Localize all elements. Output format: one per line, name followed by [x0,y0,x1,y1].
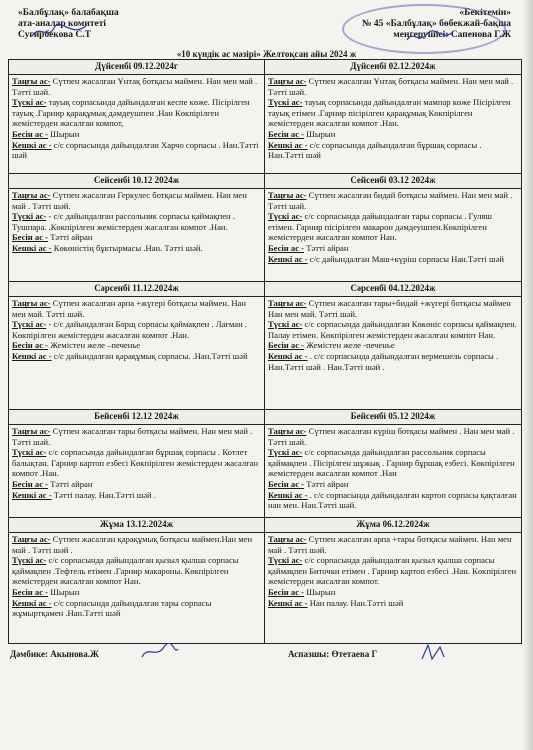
meal-row [9,297,522,410]
lunch-entry [268,555,518,587]
signature-right-icon [405,28,455,46]
snack-text: Шырын [306,128,336,139]
dinner-label: Кешкі ас - [12,350,52,361]
day-header: Сейсенбі 10.12 2024ж [9,174,265,189]
lunch-label: Түскі ас- [268,97,303,108]
lunch-label: Түскі ас- [268,555,303,566]
lunch-label: Түскі ас- [12,319,47,330]
meal-row [9,75,522,174]
dinner-entry [268,598,518,609]
snack-entry [268,479,518,490]
snack-label: Бесін ас - [12,340,49,351]
lunch-label: Түскі ас- [268,211,303,222]
snack-text: Тәтті айран [306,242,349,253]
lunch-entry [268,447,518,479]
day-header-row [9,518,522,533]
snack-text: Шырын [50,128,80,139]
lunch-label: Түскі ас- [268,447,303,458]
lunch-label: Түскі ас- [12,97,47,108]
day-header: Дүйсенбі 09.12.2024г [9,60,265,75]
snack-entry [12,479,261,490]
approval-word: «Бекітемін» [459,8,511,18]
parents-committee-name: Сугирбекова С.Т [18,30,91,40]
dinner-text: с/с дайындалған қарақұмық сорпасы. .Нан.Тәтті шәй [53,350,248,361]
lunch-label: Түскі ас- [12,211,47,222]
parents-committee-line2: ата-аналар комитеті [18,19,107,29]
lunch-text: тауық сорпасында дайындалған мампар көже Пісірілген тауық етімен .Гарнир пісірілген қарақұмық Көкпірілген жемістерден жасалған компот .Нан. [268,97,511,129]
dinner-entry [268,490,518,511]
dinner-text: Тәтті палау. Нан.Тәтті шәй . [53,489,156,500]
dinner-label: Кешкі ас - [12,489,52,500]
meal-cell [265,297,522,410]
breakfast-text: Сүтпен жасалған тары+бидай +жүгері ботқасы маймен Нан мен май. Тәтті шәй. [268,298,511,319]
day-header-row [9,174,522,189]
day-header-row [9,60,522,75]
snack-entry [268,243,518,254]
snack-entry [268,129,518,140]
dinner-text: . с/с сорпасында дайындалған вермешель сорпасы . Нан.Тәтті шәй . Нан.Тәтті шәй . [268,350,499,372]
dinner-label: Кешкі ас - [12,242,52,253]
lunch-label: Түскі ас- [12,447,47,458]
lunch-entry [12,447,261,479]
snack-label: Бесін ас - [268,128,305,139]
breakfast-text: Сүтпен жасалған арпа +жүгері ботқасы маймен. Нан мен май. Тәтті шәй. [12,298,246,319]
snack-text: Тәтті айран [50,478,93,489]
lunch-text: с/с сорпасында дайындалған рассольник сорпасы қаймақпен . Пісірілген шұжық . Гарнир бұршақ езбесі. Көкпірілген жемістерден жасалған компот .Нан [268,447,515,479]
meal-row [9,425,522,518]
dinner-label: Кешкі ас - [268,139,308,150]
meal-cell [265,425,522,518]
lunch-entry [268,211,518,243]
menu-table [8,59,522,644]
meal-cell [9,533,265,644]
snack-entry [12,129,261,140]
breakfast-text: Сүтпен жасалған Ұнтақ ботқасы маймен. Нан мен май . Тәтті шәй. [12,76,258,97]
dinner-entry [268,254,518,265]
breakfast-entry [268,426,518,447]
snack-text: Тәтті айран [50,232,93,243]
dinner-entry [268,140,518,161]
snack-label: Бесін ас - [12,478,49,489]
meal-cell [9,189,265,282]
dinner-label: Кешкі ас - [268,253,308,264]
snack-text: Жемістен желе -печенье [306,340,395,351]
breakfast-entry [268,76,518,97]
kindergarten-name: № 45 «Балбұлақ» бөбекжай-бақша [361,19,511,29]
snack-label: Бесін ас - [12,128,49,139]
dinner-text: Көкөністің бұктырмасы .Нан. Тәтті шәй. [53,242,203,253]
day-header: Бейсенбі 05.12 2024ж [265,410,522,425]
breakfast-label: Таңғы ас- [12,298,51,308]
meal-cell [265,75,522,174]
day-header: Жұма 13.12.2024ж [9,518,265,533]
page-edge-shadow [523,0,533,750]
snack-label: Бесін ас - [12,232,49,243]
lunch-text: с/с сорпасында дайындалған қызыл қылша сорпасы қаймақпен .Тефтель етімен .Гарнир макароны. Көкпірілген жемістерден жасалған компот Нан. [12,555,239,587]
day-header: Сәрсенбі 11.12.2024ж [9,282,265,297]
day-header-row [9,410,522,425]
dietitian-signature-label: Дәмбике: Акынова.Ж [10,649,99,659]
snack-label: Бесін ас - [268,340,305,351]
meal-row [9,533,522,644]
snack-text: Шырын [306,586,336,597]
lunch-text: с/с сорпасында дайындалған қызыл қылша сорпасы қаймақпен Биточки етімен . Гарнир картоп езбесі .Нан. Көкпірілген жемістерден жасалған компот. [268,555,517,587]
breakfast-entry [12,426,261,447]
snack-label: Бесін ас - [268,586,305,597]
meal-cell [9,75,265,174]
dinner-text: с/с сорпасында дайындалған тары сорпасы жұмыртқамен .Нан.Тәтті шәй [12,597,212,619]
lunch-entry [12,211,261,232]
breakfast-label: Таңғы ас- [12,76,51,86]
dinner-label: Кешкі ас - [12,139,52,150]
breakfast-text: Сүтпен жасалған бидай ботқасы маймен. Нан мен май . Тәтті шәй. [268,190,513,211]
day-header-row [9,282,522,297]
snack-label: Бесін ас - [268,478,305,489]
dinner-text: Нан палау. Нан.Тәтті шәй [309,597,404,608]
breakfast-entry [268,534,518,555]
breakfast-text: Сүтпен жасалған арпа +тары ботқасы маймен. Нан мен май . Тәтті шәй. [268,534,512,555]
day-header: Бейсенбі 12.12 2024ж [9,410,265,425]
breakfast-entry [268,190,518,211]
breakfast-text: Сүтпен жасалған күріш ботқасы маймен . Нан мен май . Тәтті шәй. [268,426,515,447]
day-header: Дүйсенбі 02.12.2024ж [265,60,522,75]
snack-entry [12,340,261,351]
dinner-label: Кешкі ас - [268,350,308,361]
cook-signature-label: Аспазшы: Өтетаева Г [288,649,378,659]
breakfast-label: Таңғы ас- [268,426,307,436]
lunch-text: с/с сорпасында дайындалған бұршақ сорпасы . Котлет балықтан. Гарнир картоп езбесі Көкпірілген жемістерден жасалған компот .Нан. [12,447,259,479]
dinner-entry [12,243,261,254]
lunch-text: - с/с дайындалған рассольник сорпасы қаймақпен . Тушпара. .Көкпірілген жемістерден жасалған компот .Нан. [12,211,235,232]
breakfast-entry [12,298,261,319]
breakfast-entry [12,76,261,97]
lunch-text: - с/с дайындалған Борщ сорпасы қаймақпен . Лағман . Көкпірілген жемістерден жасалған компот .Нан. [12,319,247,340]
dinner-text: с/с дайындалған Маш+күріш сорпасы Нан.Тәтті шәй [309,253,505,264]
breakfast-label: Таңғы ас- [12,534,51,544]
dinner-label: Кешкі ас - [12,597,52,608]
dinner-label: Кешкі ас - [268,489,308,500]
breakfast-text: Сүтпен жасалған қарақұмық ботқасы маймен.Нан мен май . Тәтті шәй . [12,534,253,555]
day-header: Жұма 06.12.2024ж [265,518,522,533]
signature-cook-icon [418,643,448,663]
snack-text: Тәтті айран [306,478,349,489]
lunch-entry [12,319,261,340]
head-manager: меңгерушісі: Сапенова Г.Ж [393,30,511,40]
snack-text: Жемістен желе –печенье [50,340,141,351]
lunch-entry [268,319,518,340]
menu-title: «10 күндік ас мәзірі» Желтоқсан айы 2024 ж [176,49,357,59]
dinner-entry [12,490,261,501]
signature-left-icon [30,20,90,42]
meal-cell [265,533,522,644]
breakfast-entry [12,190,261,211]
breakfast-label: Таңғы ас- [268,190,307,200]
lunch-entry [12,555,261,587]
meal-cell [9,297,265,410]
dinner-text: . с/с сорпасында дайындалған картоп сорпасы қақталған нан мен. Нан.Тәтті шәй. [268,489,517,511]
dinner-entry [12,598,261,619]
parents-committee-line1: «Балбұлақ» балабақша [18,8,119,18]
day-header: Сейсенбі 03.12 2024ж [265,174,522,189]
lunch-entry [268,97,518,129]
snack-entry [12,587,261,598]
lunch-label: Түскі ас- [12,555,47,566]
snack-entry [268,587,518,598]
lunch-text: с/с сорпасында дайындалған Көкөніс сорпасы қаймақпен. Палау етімен. Көкпірілген жемістерден жасалған компот Нан. [268,319,517,340]
breakfast-label: Таңғы ас- [12,190,51,200]
dinner-label: Кешкі ас - [268,597,308,608]
breakfast-text: Сүтпен жасалған Ұнтақ ботқасы маймен. Нан мен май . Тәтті шәй. [268,76,514,97]
snack-label: Бесін ас - [12,586,49,597]
dinner-entry [12,140,261,161]
meal-cell [9,425,265,518]
snack-text: Шырын [50,586,80,597]
meal-row [9,189,522,282]
lunch-entry [12,97,261,129]
breakfast-text: Сүтпен жасалған тары ботқасы маймен. Нан мен май . Тәтті шәй. [12,426,253,447]
signature-dietitian-icon [140,643,180,661]
breakfast-label: Таңғы ас- [268,534,307,544]
dinner-entry [268,351,518,372]
dinner-entry [12,351,261,362]
lunch-label: Түскі ас- [268,319,303,330]
meal-cell [265,189,522,282]
breakfast-label: Таңғы ас- [12,426,51,436]
breakfast-label: Таңғы ас- [268,76,307,86]
breakfast-text: Сүтпен жасалған Геркулес ботқасы маймен. Нан мен май . Тәтті шәй. [12,190,247,211]
snack-entry [12,232,261,243]
lunch-text: тауық сорпасында дайындалған кеспе көже. Пісірілген тауық .Гарнир қарақұмық дәмдеушпен .Нан Көкпірілген жемістерден жасалған компот, [12,97,250,129]
breakfast-entry [268,298,518,319]
dinner-text: с/с сорпасында дайындалған Харчо сорпасы . Нан.Тәтті шәй [12,139,259,161]
breakfast-label: Таңғы ас- [268,298,307,308]
snack-entry [268,340,518,351]
day-header: Сәрсенбі 04.12.2024ж [265,282,522,297]
snack-label: Бесін ас - [268,242,305,253]
lunch-text: с/с сорпасында дайындалған тары сорпасы . Гуляш етімен. Гарнир пісірілген макарон дәмдеушпен.Көкпірілген жемістерден жасалған компот Нан. [268,211,492,243]
breakfast-entry [12,534,261,555]
dinner-text: с/с сорпасында дайындалған бұршақ сорпасы . Нан.Тәтті шәй [268,139,482,161]
